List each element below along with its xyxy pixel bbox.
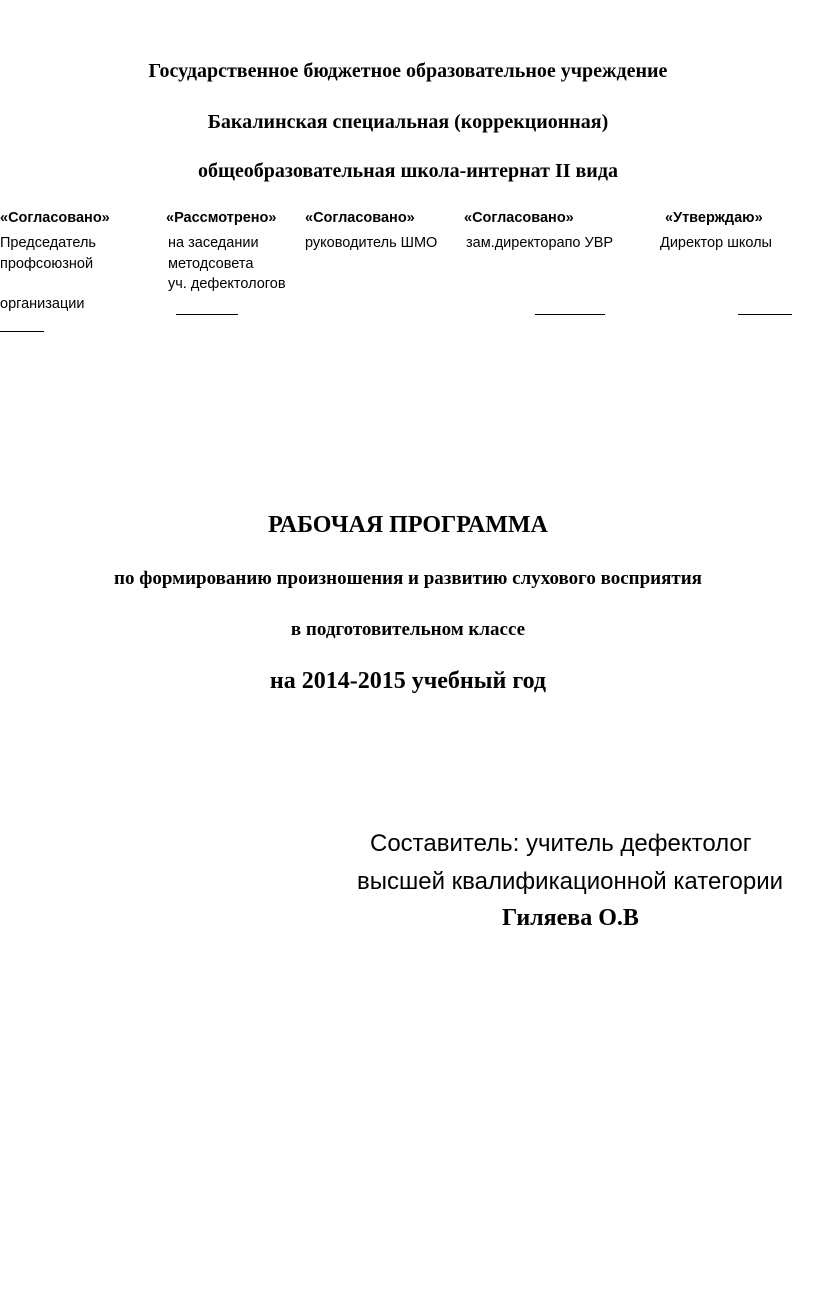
compiler-name: Гиляева О.В <box>502 905 639 931</box>
signature-line-5 <box>738 314 792 315</box>
approval-heading-2: «Рассмотрено» <box>166 210 277 226</box>
approval-1-line-1: Председатель <box>0 235 96 251</box>
document-title: РАБОЧАЯ ПРОГРАММА <box>268 512 548 538</box>
approval-heading-4: «Согласовано» <box>464 210 574 226</box>
compiler-line-1: Составитель: учитель дефектолог <box>370 830 752 857</box>
approval-4-line-1: зам.директорапо УВР <box>466 235 614 251</box>
approval-1-line-2: профсоюзной <box>0 256 94 272</box>
compiler-line-2: высшей квалификационной категории <box>357 868 784 895</box>
institution-line-3: общеобразовательная школа-интернат II вида <box>198 160 618 182</box>
approval-5-line-1: Директор школы <box>660 235 772 251</box>
approval-1-line-3: организации <box>0 296 85 312</box>
approval-heading-1: «Согласовано» <box>0 210 110 226</box>
institution-line-2: Бакалинская специальная (коррекционная) <box>207 111 609 133</box>
approval-2-line-3: уч. дефектологов <box>168 276 286 292</box>
institution-line-1: Государственное бюджетное образовательное учреждение <box>148 60 668 82</box>
approval-3-line-1: руководитель ШМО <box>305 235 438 251</box>
signature-line-4 <box>535 314 605 315</box>
approval-2-line-1: на заседании <box>168 235 259 251</box>
title-year: на 2014-2015 учебный год <box>269 668 547 694</box>
approval-2-line-2: методсовета <box>168 256 254 272</box>
approval-heading-3: «Согласовано» <box>305 210 415 226</box>
title-subject: по формированию произношения и развитию слухового восприятия <box>114 568 702 589</box>
signature-line-2 <box>176 314 238 315</box>
signature-line-1 <box>0 331 44 332</box>
approval-heading-5: «Утверждаю» <box>665 210 763 226</box>
title-class: в подготовительном классе <box>290 619 526 640</box>
